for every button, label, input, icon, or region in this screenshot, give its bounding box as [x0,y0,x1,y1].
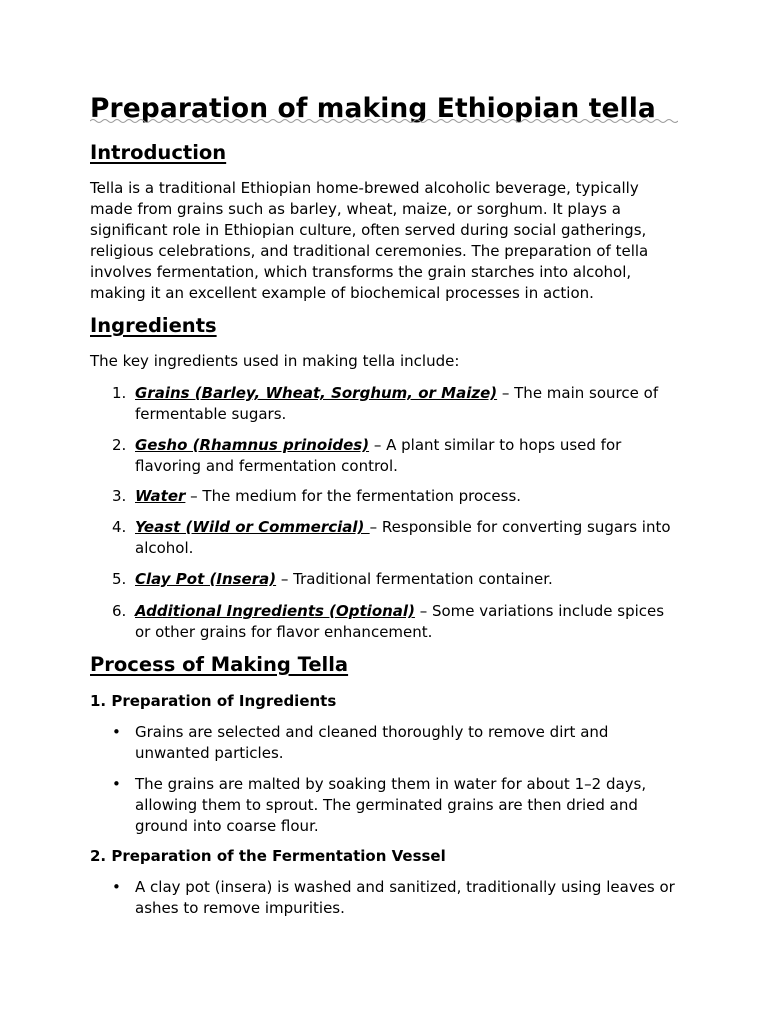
ingredient-description: – The main source of fermentable sugars. [135,384,659,423]
bullet-text: A clay pot (insera) is washed and sanitized, traditionally using leaves or ashes to remove impurities. [135,878,675,917]
ingredient-term: Water [135,487,186,505]
bullet-marker: • [112,878,121,896]
bullet-marker: • [112,723,121,741]
ingredient-term: Grains (Barley, Wheat, Sorghum, or Maize) [135,384,498,402]
introduction-paragraph: Tella is a traditional Ethiopian home-brewed alcoholic beverage, typically made from grains such as barley, wheat, maize, or sorghum. It plays a significant role in Ethiopian culture, often served during social gatherings, religious celebrations, and traditional ceremonies. The preparation of tella involves fermentation, which transforms the grain starches into alcohol, making it an excellent example of biochemical processes in action. [90,179,649,302]
list-number: 6. [112,602,127,620]
ingredient-description: – A plant similar to hops used for flavoring and fermentation control. [135,436,622,475]
spellcheck-squiggle [90,118,678,124]
ingredient-description: – Traditional fermentation container. [276,570,553,588]
bullet-text: Grains are selected and cleaned thoroughly to remove dirt and unwanted particles. [135,723,609,762]
ingredient-term: Yeast (Wild or Commercial) [135,518,370,536]
bullet-marker: • [112,775,121,793]
list-number: 5. [112,570,127,588]
introduction-heading: Introduction [90,141,227,164]
list-number: 4. [112,518,127,536]
document-title: Preparation of making Ethiopian tella [90,93,656,124]
ingredient-term: Clay Pot (Insera) [135,570,277,588]
process-heading: Process of Making Tella [90,653,349,676]
ingredient-description: – Responsible for converting sugars into alcohol. [135,518,671,557]
list-number: 3. [112,487,127,505]
ingredient-term: Gesho (Rhamnus prinoides) [135,436,370,454]
ingredient-description: – Some variations include spices or other grains for flavor enhancement. [135,602,665,641]
ingredient-description: – The medium for the fermentation process. [185,487,522,505]
list-number: 2. [112,436,127,454]
ingredients-heading: Ingredients [90,314,217,337]
ingredients-lead: The key ingredients used in making tella include: [90,352,460,370]
ingredient-term: Additional Ingredients (Optional) [135,602,415,620]
bullet-text: The grains are malted by soaking them in water for about 1–2 days, allowing them to sprout. The germinated grains are then dried and ground into coarse flour. [135,775,647,835]
step2-heading: 2. Preparation of the Fermentation Vessel [90,847,446,865]
step1-heading: 1. Preparation of Ingredients [90,692,337,710]
list-number: 1. [112,384,127,402]
